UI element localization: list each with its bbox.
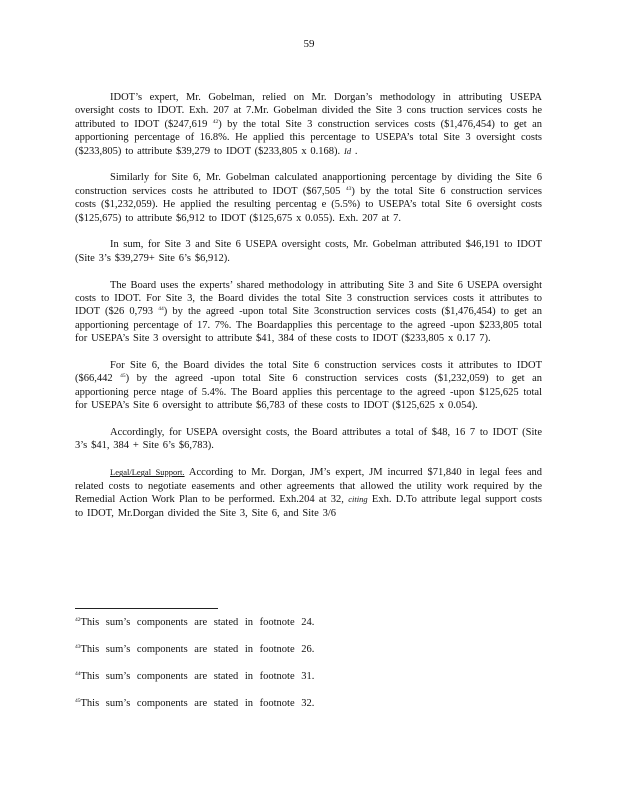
footnote-44 [75, 670, 542, 683]
paragraph-gobelman-sum [75, 238, 542, 265]
footnote-text: This sum’s components are stated in footnote 24. [80, 617, 315, 628]
paragraph-text: The Board uses the experts’ shared methodology in attributing Site 3 and Site 6 USEPA oversight costs to IDOT. For Site 3, the Board divides the total Site 3 construction services costs it attributes to IDOT ($26 0,793 [75, 279, 542, 318]
paragraph-board-total [75, 426, 542, 453]
paragraph-text: According to Mr. Dorgan, JM’s expert, JM incurred $71,840 in legal fees and related costs to negotiate easements and other agreements that allowed the utility work required by the Remedial Action Work Plan to be performed. Exh.204 at 32, [75, 467, 542, 506]
paragraph-text: IDOT’s expert, Mr. Gobelman, relied on Mr. Dorgan’s methodology in attributing USEPA oversight costs to IDOT. Exh. 207 at 7.Mr. Gobelman divided the Site 3 cons truction services costs he attributed to IDOT ($247,619 [75, 92, 542, 130]
paragraph-legal-support [75, 466, 542, 520]
paragraph-text: For Site 6, the Board divides the total Site 6 construction services costs it attributes to IDOT ($66,442 [75, 360, 542, 385]
paragraph-text: ) by the agreed -upon total Site 6 construction services costs ($1,232,059) to get an apportioning perce ntage of 5.4%. The Board applies this percentage to the agreed -upon $125,625 total for USEPA’s Site 6 oversight to attribute $6,783 of these costs to IDOT ($125,625 x 0.054). [75, 373, 542, 412]
footnote-ref: 44 [158, 306, 164, 313]
paragraph-gobelman-site3 [75, 91, 542, 158]
section-heading: Legal/Legal Support. [110, 467, 185, 478]
paragraph-text: ) by the total Site 6 construction services costs ($1,232,059). He applied the resulting percentag e (5.5%) to USEPA’s total Site 6 oversight costs ($125,675) to attribute $6,912 to IDOT ($125,675 x 0.055). Exh. 207 at 7. [75, 185, 542, 224]
footnote-ref: 45 [120, 373, 126, 380]
footnote-ref: 43 [345, 185, 352, 192]
footnote-mark: 44 [75, 671, 81, 677]
footnote-43 [75, 643, 542, 656]
paragraph-board-site6 [75, 359, 542, 413]
page-number: 59 [303, 38, 315, 50]
paragraph-text: In sum, for Site 3 and Site 6 USEPA oversight costs, Mr. Gobelman attributed $46,191 to IDOT (Site 3’s $39,279+ Site 6’s $6,912). [75, 239, 542, 264]
paragraph-text: ) by the agreed -upon total Site 3construction services costs ($1,476,454) to get an apportioning percentage of 17. 7%. The Boardapplies this percentage to the agreed -upon $233,805 total for USEPA’s Site 3 oversight to attribute $41, 384 of these costs to IDOT ($233,805 x 0.17 7). [75, 306, 542, 345]
footnote-divider [75, 608, 218, 609]
footnote-mark: 45 [75, 698, 81, 704]
paragraph-text: . [351, 145, 358, 157]
italic-text: citing [348, 494, 368, 505]
paragraph-gobelman-site6 [75, 171, 542, 225]
italic-text: Id [344, 145, 352, 156]
paragraph-text: Exh. D.To attribute legal support costs to IDOT, Mr.Dorgan divided the Site 3, Site 6, and Site 3/6 [75, 494, 542, 519]
footnote-42 [75, 616, 542, 629]
footnote-ref: 42 [212, 118, 219, 125]
footnote-text: This sum’s components are stated in footnote 32. [80, 698, 315, 709]
footnote-text: This sum’s components are stated in footnote 26. [80, 644, 315, 655]
paragraph-text: ) by the total Site 3 construction services costs ($1,476,454) to get an apportioning percentage of 16.8%. He applied this percentage to USEPA’s total Site 3 oversight costs ($233,805) to attribute $39,279 to IDOT ($233,805 x 0.168). [75, 118, 542, 157]
footnote-mark: 42 [75, 617, 81, 623]
footnote-text: This sum’s components are stated in footnote 31. [80, 671, 315, 682]
paragraph-text: Accordingly, for USEPA oversight costs, the Board attributes a total of $48, 16 7 to IDOT (Site 3’s $41, 384 + Site 6’s $6,783). [75, 427, 542, 452]
paragraph-text: Similarly for Site 6, Mr. Gobelman calculated anapportioning percentage by dividing the Site 6 construction services costs he attributed to IDOT ($67,505 [75, 172, 542, 197]
footnote-45 [75, 697, 542, 710]
paragraph-board-site3 [75, 279, 542, 346]
body-text [75, 91, 542, 533]
footnotes [75, 616, 542, 724]
footnote-mark: 43 [75, 644, 81, 650]
